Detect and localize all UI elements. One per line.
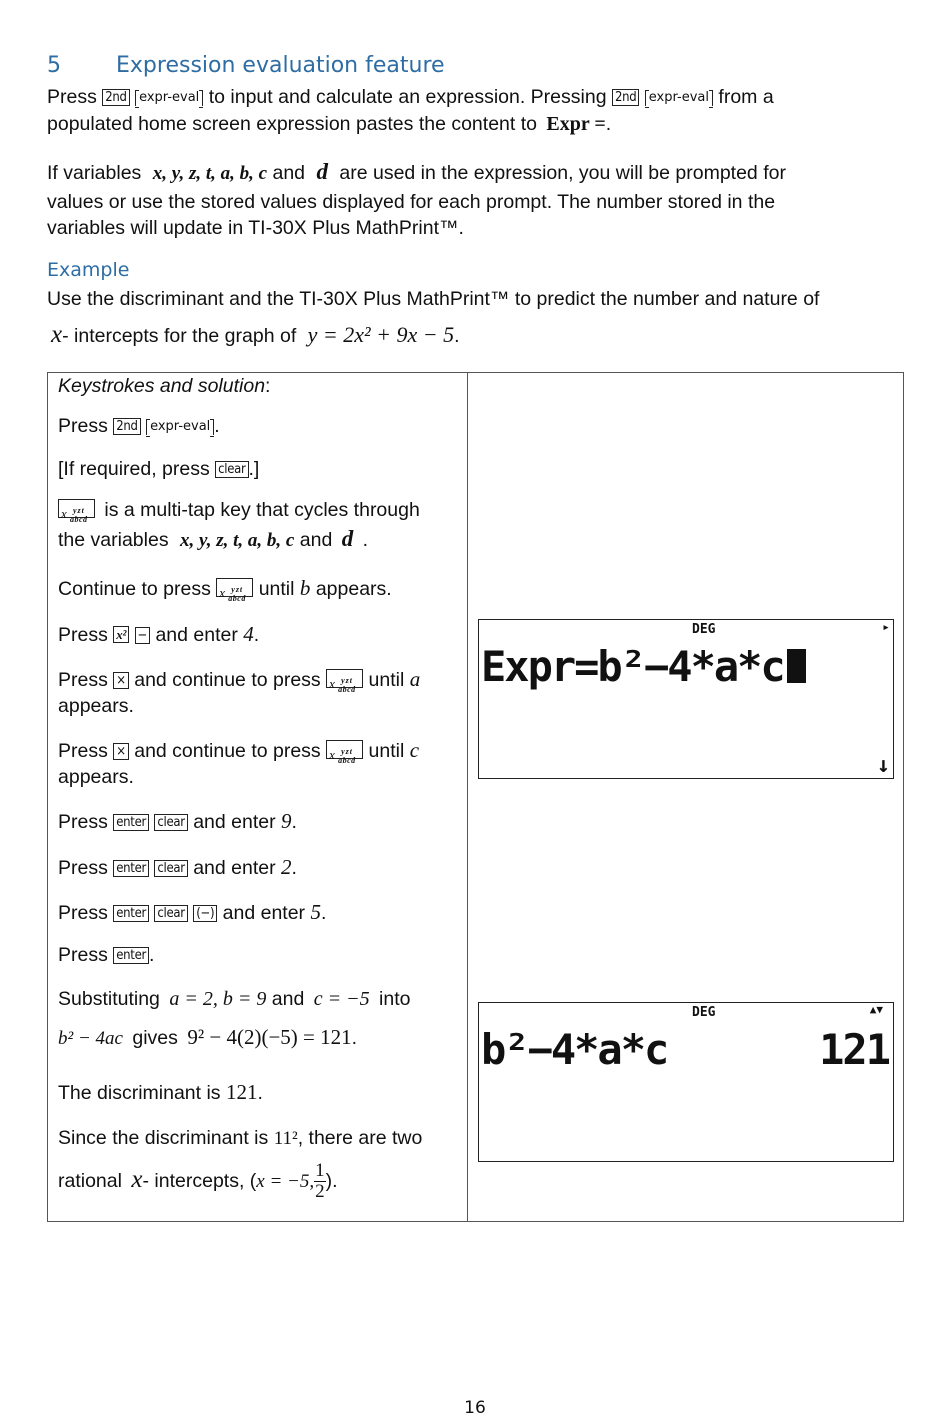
variables-line-3: variables will update in TI-30X Plus MathPrint™. — [47, 217, 464, 239]
multitap-key-icon: x yzt abcd — [326, 740, 363, 759]
multitap-key-icon: x yzt abcd — [216, 578, 253, 597]
step-12: Substituting a = 2, b = 9 and c = −5 into — [58, 988, 411, 1010]
times-key: × — [113, 672, 129, 689]
multitap-key-icon: x yzt abcd — [326, 669, 363, 688]
calculator-screen-1 — [478, 619, 894, 779]
intro-line-1: Press 2nd expr-eval to input and calculate an expression. Pressing 2nd expr-eval from a — [47, 86, 774, 108]
times-key: × — [113, 743, 129, 760]
step-3b: the variables x, y, z, t, a, b, c and d . — [58, 526, 369, 551]
step-14: Since the discriminant is 11², there are two — [58, 1127, 423, 1149]
clear-key: clear — [215, 461, 248, 478]
example-line-2: x- intercepts for the graph of y = 2x² + 9x − 5. — [51, 321, 460, 348]
clear-key: clear — [154, 860, 187, 877]
expr-label: Expr = — [546, 113, 606, 135]
calculator-screen-2 — [478, 1002, 894, 1162]
x-squared-key: x² — [113, 626, 129, 643]
enter-key: enter — [113, 860, 149, 877]
step-13: The discriminant is 121. — [58, 1080, 263, 1104]
second-key: 2nd — [612, 89, 639, 106]
enter-key: enter — [113, 905, 149, 922]
step-2: [If required, press clear .] — [58, 458, 260, 480]
example-heading: Example — [47, 259, 130, 281]
step-4: Continue to press x yzt abcd until b appears. — [58, 576, 392, 603]
expr-eval-key: expr-eval — [146, 419, 214, 435]
expr-eval-key: expr-eval — [135, 90, 203, 106]
table-divider — [467, 372, 468, 1222]
step-9: Press enter clear and enter 2. — [58, 855, 297, 879]
keystrokes-heading: Keystrokes and solution: — [58, 375, 271, 397]
equation: y = 2x² + 9x − 5 — [307, 322, 455, 347]
step-11: Press enter . — [58, 944, 155, 966]
scroll-arrows-icon: ▲▼ — [869, 1003, 883, 1016]
variable-list: x, y, z, t, a, b, c — [152, 163, 268, 184]
step-8: Press enter clear and enter 9. — [58, 809, 297, 833]
step-7b: appears. — [58, 766, 134, 788]
clear-key: clear — [154, 814, 187, 831]
section-title: Expression evaluation feature — [116, 53, 445, 78]
fraction-one-half: $\frac{1}{2}$ — [315, 1160, 325, 1203]
negative-key: (−) — [193, 905, 217, 922]
multitap-key-icon: x yzt abcd — [58, 499, 95, 518]
step-10: Press enter clear (−) and enter 5. — [58, 900, 327, 924]
minus-key: − — [135, 627, 151, 644]
enter-key: enter — [113, 947, 149, 964]
mode-indicator: DEG — [692, 622, 716, 637]
step-6: Press × and continue to press x yzt abcd until a — [58, 667, 421, 694]
second-key: 2nd — [113, 418, 140, 435]
step-7: Press × and continue to press x yzt abcd until c — [58, 738, 420, 765]
screen-result: 121 — [819, 1025, 889, 1074]
mode-indicator: DEG — [692, 1005, 716, 1020]
cursor-icon — [787, 649, 806, 683]
step-3: x yzt abcd is a multi-tap key that cycles through — [58, 497, 420, 523]
expr-eval-key: expr-eval — [645, 90, 713, 106]
variable-d: d — [316, 159, 328, 184]
step-1: Press 2nd expr-eval . — [58, 415, 220, 437]
second-key: 2nd — [102, 89, 129, 106]
clear-key: clear — [154, 905, 187, 922]
step-12b: b² − 4ac gives 9² − 4(2)(−5) = 121. — [58, 1025, 358, 1049]
enter-key: enter — [113, 814, 149, 831]
play-indicator-icon: ▸ — [882, 620, 890, 635]
section-number: 5 — [47, 53, 61, 78]
screen-expression: Expr=b²−4*a*c — [481, 642, 806, 691]
intro-line-2: populated home screen expression pastes the content to Expr =. — [47, 113, 612, 135]
step-14b: rational x- intercepts, (x = −5, $\frac{1}{2}$ ). — [58, 1160, 338, 1203]
variables-line-2: values or use the stored values displayed for each prompt. The number stored in the — [47, 191, 776, 213]
screen-expression: b²−4*a*c — [481, 1025, 668, 1074]
step-6b: appears. — [58, 695, 134, 717]
step-5: Press x² − and enter 4. — [58, 622, 260, 646]
variables-line-1: If variables x, y, z, t, a, b, c and d are used in the expression, you will be prompted for — [47, 159, 786, 184]
example-line-1: Use the discriminant and the TI-30X Plus MathPrint™ to predict the number and nature of — [47, 288, 820, 310]
page-number: 16 — [464, 1398, 486, 1418]
scroll-down-icon: ↓ — [876, 753, 890, 778]
